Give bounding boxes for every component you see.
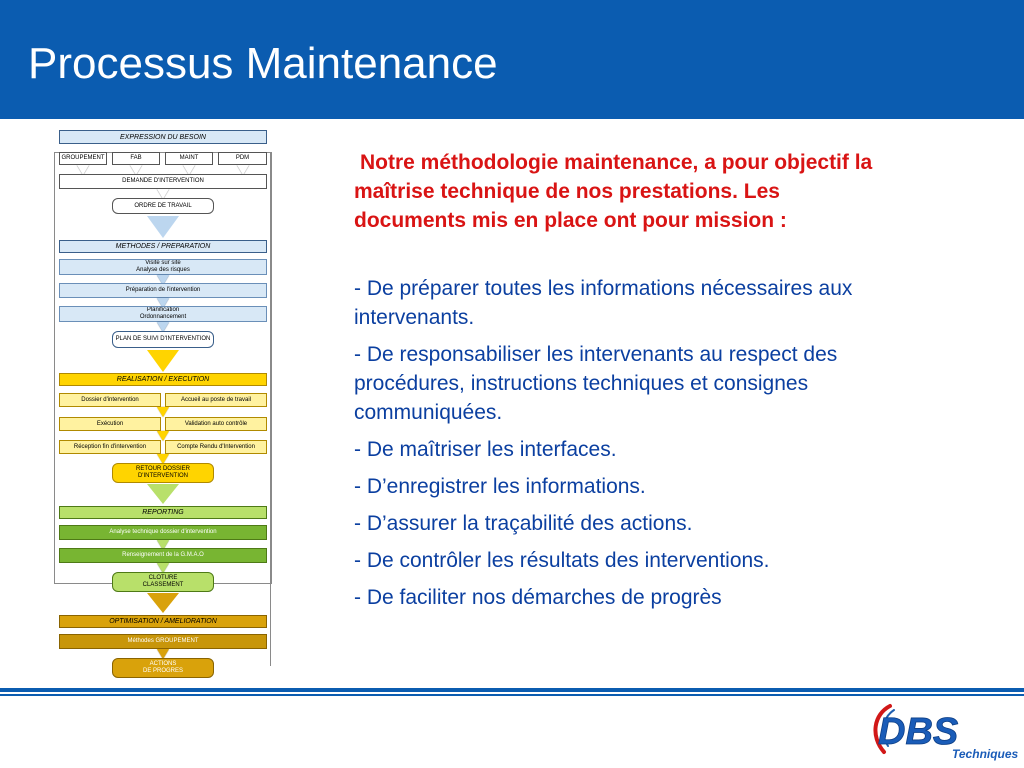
mission-item (354, 583, 994, 612)
validation-auto-controle-box: Validation auto contrôle (165, 417, 267, 431)
stage-arrow (147, 216, 179, 238)
intro-paragraph (354, 148, 986, 235)
mission-list (354, 274, 994, 620)
cloture-line: CLOTURE (148, 575, 178, 581)
source-pdm-box: PDM (218, 152, 267, 165)
stage-arrow (147, 593, 179, 613)
intro-line: documents mis en place ont pour mission : (354, 209, 787, 232)
compte-rendu-intervention-box: Compte Rendu d'Intervention (165, 440, 267, 454)
footer-rule (0, 688, 1024, 692)
preparation-intervention-box: Préparation de l'intervention (59, 283, 267, 298)
accueil-poste-box: Accueil au poste de travail (165, 393, 267, 407)
intro-line: Notre méthodologie maintenance, a pour objectif la (360, 151, 873, 174)
mission-item (354, 340, 994, 427)
source-fab-box: FAB (112, 152, 160, 165)
dbs-techniques-logo (868, 700, 1018, 764)
expression-du-besoin-box: EXPRESSION DU BESOIN (59, 130, 267, 144)
realisation-execution-header: REALISATION / EXECUTION (59, 373, 267, 386)
mission-item (354, 274, 994, 332)
visite-line: Visite sur site (145, 260, 181, 266)
analyse-risques-line: Analyse des risques (136, 267, 190, 273)
ordonnancement-line: Ordonnancement (139, 314, 187, 320)
visite-analyse-box (59, 259, 267, 275)
optimisation-amelioration-header: OPTIMISATION / AMELIORATION (59, 615, 267, 628)
retour-intervention-line: D'INTERVENTION (137, 473, 189, 479)
retour-dossier-box (112, 463, 214, 483)
mission-line: - De préparer toutes les informations nécessaires aux (354, 277, 853, 300)
analyse-technique-box: Analyse technique dossier d'intervention (59, 525, 267, 540)
mission-item (354, 435, 994, 464)
plan-suivi-intervention-box: PLAN DE SUIVI D'INTERVENTION (112, 331, 214, 348)
methodes-groupement-box: Méthodes GROUPEMENT (59, 634, 267, 649)
mission-line: - De contrôler les résultats des interventions. (354, 549, 770, 572)
source-groupement-box: GROUPEMENT (59, 152, 107, 165)
mission-line: - De faciliter nos démarches de progrès (354, 586, 722, 609)
methodes-preparation-header: METHODES / PREPARATION (59, 240, 267, 253)
retour-dossier-line: RETOUR DOSSIER (136, 466, 190, 472)
de-progres-line: DE PROGRES (142, 668, 183, 674)
mission-line: procédures, instructions techniques et consignes (354, 372, 809, 395)
reporting-header: REPORTING (59, 506, 267, 519)
cloture-classement-box (112, 572, 214, 592)
flow-arrow (157, 407, 169, 417)
mission-line: communiquées. (354, 401, 503, 424)
stage-arrow (147, 484, 179, 504)
title-bar (0, 0, 1024, 119)
mission-item (354, 472, 994, 501)
mission-item (354, 509, 994, 538)
dossier-intervention-box: Dossier d'intervention (59, 393, 161, 407)
footer-rule-thin (0, 694, 1024, 696)
source-maint-box: MAINT (165, 152, 213, 165)
mission-line: - De maîtriser les interfaces. (354, 438, 617, 461)
stage-arrow (147, 350, 179, 372)
mission-line: intervenants. (354, 306, 475, 329)
demande-intervention-box: DEMANDE D'INTERVENTION (59, 174, 267, 189)
planification-line: Planification (146, 307, 180, 313)
planification-box (59, 306, 267, 322)
actions-line: ACTIONS (149, 661, 177, 667)
actions-de-progres-box (112, 658, 214, 678)
renseignement-gmao-box: Renseignement de la G.M.A.O (59, 548, 267, 563)
ordre-de-travail-box: ORDRE DE TRAVAIL (112, 198, 214, 214)
mission-line: - D’enregistrer les informations. (354, 475, 646, 498)
intro-line: maîtrise technique de nos prestations. Les (354, 180, 780, 203)
mission-line: - D’assurer la traçabilité des actions. (354, 512, 693, 535)
mission-line: - De responsabiliser les intervenants au respect des (354, 343, 838, 366)
classement-line: CLASSEMENT (142, 582, 184, 588)
reception-fin-intervention-box: Réception fin d'intervention (59, 440, 161, 454)
logo-sub-text: Techniques (952, 747, 1018, 761)
mission-item (354, 546, 994, 575)
page-title: Processus Maintenance (28, 39, 498, 88)
logo-main-text: DBS (878, 711, 959, 753)
execution-box: Exécution (59, 417, 161, 431)
